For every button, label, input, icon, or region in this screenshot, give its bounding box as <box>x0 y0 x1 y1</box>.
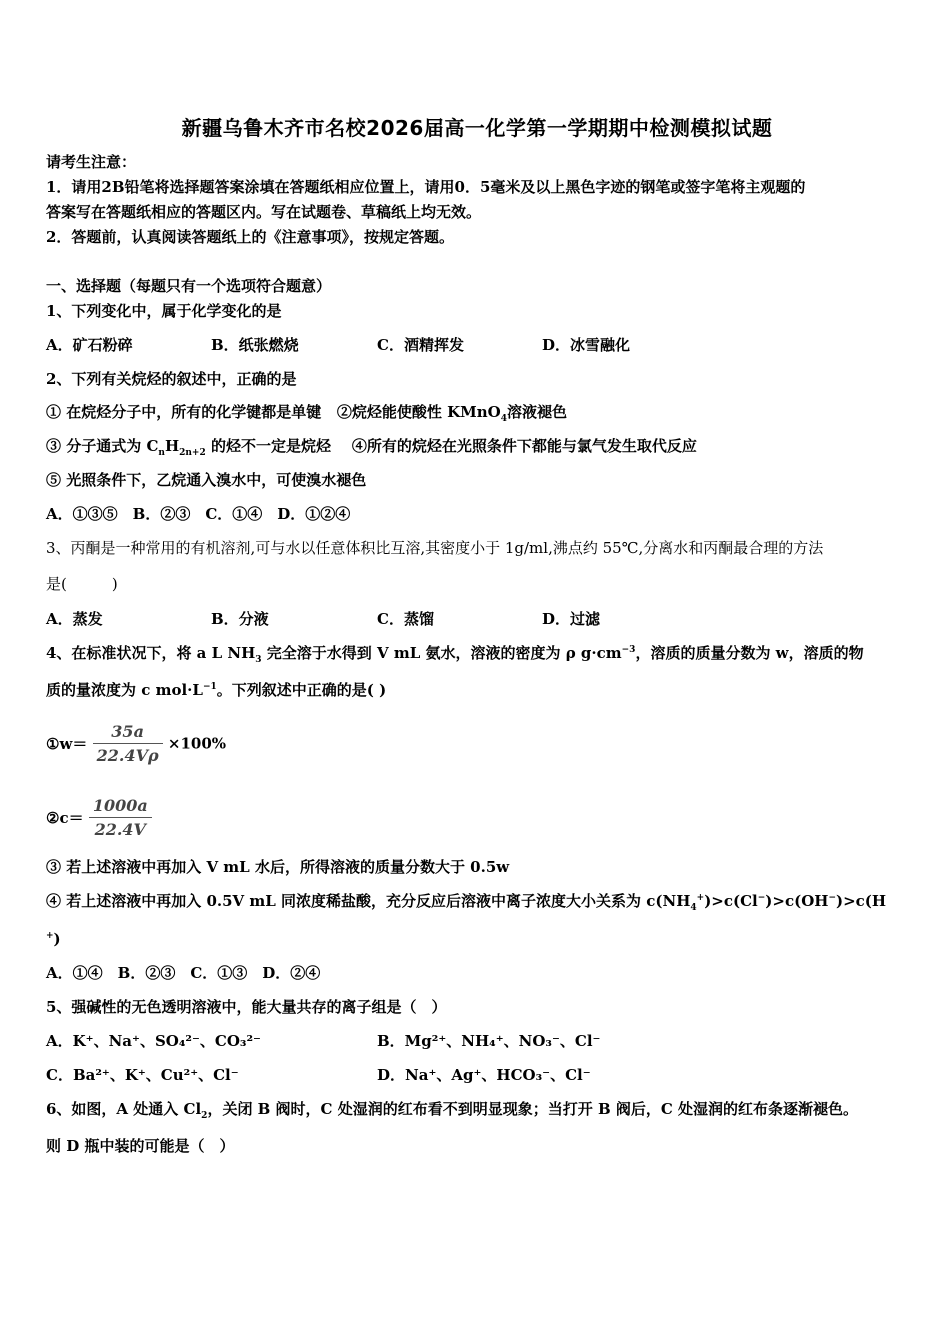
q1-option-a: A．矿石粉碎 <box>46 336 133 354</box>
q6-stem-a1: 6、如图，A 处通入 Cl <box>46 1100 202 1118</box>
q4-stem-b1: 质的量浓度为 c mol·L <box>46 681 203 699</box>
q4-f1-fraction <box>93 722 163 765</box>
q4-s4a-sub: 4 <box>690 903 697 913</box>
q2-s3-sub1: n <box>158 448 165 458</box>
q2-s2b: 溶液褪色 <box>507 403 568 421</box>
q4-s4a <box>46 892 887 913</box>
q4-f2-label: ②c＝ <box>46 809 84 827</box>
q2-s3b: H <box>164 437 180 455</box>
q4-s4a-sup: + <box>696 893 705 903</box>
q2-s2-sub: 4 <box>500 414 508 424</box>
q4-s4a3: )>c(OH <box>765 892 829 910</box>
q3-stem-b: 是( ) <box>46 575 118 593</box>
q4-s4a2: )>c(Cl <box>704 892 758 910</box>
q4-s4b <box>46 930 61 948</box>
q6-stem-b: 则 D 瓶中装的可能是（ ） <box>46 1137 235 1155</box>
q2-s1: ① 在烷烃分子中，所有的化学键都是单键 <box>46 403 322 421</box>
notice-item-1b: 答案写在答题纸相应的答题区内。写在试题卷、草稿纸上均无效。 <box>46 203 482 221</box>
q4-stem-a <box>46 644 864 665</box>
q3-option-d: D．过滤 <box>542 610 601 628</box>
q5-option-a: A．K⁺、Na⁺、SO₄²⁻、CO₃²⁻ <box>46 1032 261 1050</box>
q5-option-d: D．Na⁺、Ag⁺、HCO₃⁻、Cl⁻ <box>377 1066 591 1084</box>
q2-s3a: ③ 分子通式为 C <box>46 437 159 455</box>
q4-s4b-sup: + <box>46 931 54 941</box>
q4-s3: ③ 若上述溶液中再加入 V mL 水后，所得溶液的质量分数大于 0.5w <box>46 858 510 876</box>
q4-f2-fraction <box>89 796 152 839</box>
q1-stem: 1、下列变化中，属于化学变化的是 <box>46 302 282 320</box>
notice-item-1a: 1．请用2B铅笔将选择题答案涂填在答题纸相应位置上，请用0．5毫米及以上黑色字迹的钢笔或签字笔将主观题的 <box>46 178 806 196</box>
q6-stem-a <box>46 1100 859 1121</box>
q2-stem: 2、下列有关烷烃的叙述中，正确的是 <box>46 370 297 388</box>
q4-s4a4: )>c(H <box>835 892 887 910</box>
q4-f1-suffix: ×100% <box>167 734 227 753</box>
q4-s4a-sup2: − <box>757 893 766 903</box>
q4-stem-b-sup: −1 <box>202 682 217 692</box>
q4-s4a1: ④ 若上述溶液中再加入 0.5V mL 同浓度稀盐酸，充分反应后溶液中离子浓度大小关系为 c(NH <box>46 892 691 910</box>
q4-stem-b <box>46 681 386 699</box>
notice-heading: 请考生注意： <box>46 153 137 171</box>
q3-option-c: C．蒸馏 <box>377 610 434 628</box>
q4-options: A．①④ B．②③ C．①③ D．②④ <box>46 964 321 982</box>
q4-formula-1 <box>46 722 226 765</box>
q4-s4b-text: ) <box>53 930 61 948</box>
q4-formula-2 <box>46 796 152 839</box>
q4-stem-a1: 4、在标准状况下，将 a L NH <box>46 644 256 662</box>
q2-options: A．①③⑤ B．②③ C．①④ D．①②④ <box>46 505 351 523</box>
notice-item-2: 2．答题前，认真阅读答题纸上的《注意事项》，按规定答题。 <box>46 228 454 246</box>
q4-stem-a-sup: −3 <box>621 645 636 655</box>
q4-f1-label: ①w＝ <box>46 735 88 753</box>
q5-option-b: B．Mg²⁺、NH₄⁺、NO₃⁻、Cl⁻ <box>377 1032 601 1050</box>
q2-s3-sub2: 2n+2 <box>179 448 206 458</box>
q3-stem-a: 3、丙酮是一种常用的有机溶剂,可与水以任意体积比互溶,其密度小于 1g/ml,沸点约 55℃,分离水和丙酮最合理的方法 <box>46 539 824 557</box>
q4-f1-denominator: 22.4Vρ <box>93 743 163 765</box>
q1-option-c: C．酒精挥发 <box>377 336 464 354</box>
q2-s2a: ②烷烃能使酸性 KMnO <box>336 403 501 421</box>
page-title: 新疆乌鲁木齐市名校2026届高一化学第一学期期中检测模拟试题 <box>181 116 773 140</box>
q4-s4a-sup3: − <box>828 893 836 903</box>
q5-option-c: C．Ba²⁺、K⁺、Cu²⁺、Cl⁻ <box>46 1066 239 1084</box>
q2-statements-1-2 <box>46 403 568 424</box>
q3-option-a: A．蒸发 <box>46 610 103 628</box>
q1-option-b: B．纸张燃烧 <box>211 336 299 354</box>
q2-s5: ⑤ 光照条件下，乙烷通入溴水中，可使溴水褪色 <box>46 471 367 489</box>
q4-stem-a-sub: 3 <box>255 655 262 665</box>
q4-stem-a3: ，溶质的质量分数为 w，溶质的物 <box>635 644 864 662</box>
q4-f1-numerator: 35a <box>111 722 144 741</box>
q6-stem-a-sub: 2 <box>201 1111 208 1121</box>
q4-stem-a2: 完全溶于水得到 V mL 氨水，溶液的密度为 ρ g·cm <box>261 644 622 662</box>
q5-stem: 5、强碱性的无色透明溶液中，能大量共存的离子组是（ ） <box>46 998 447 1016</box>
q3-option-b: B．分液 <box>211 610 269 628</box>
q6-stem-a2: ，关闭 B 阀时，C 处湿润的红布看不到明显现象；当打开 B 阀后，C 处湿润的红布条逐渐褪色。 <box>207 1100 859 1118</box>
q4-stem-b2: 。下列叙述中正确的是( ) <box>216 681 387 699</box>
q2-s3c: 的烃不一定是烷烃 <box>205 437 331 455</box>
q1-option-d: D．冰雪融化 <box>542 336 631 354</box>
q4-f2-denominator: 22.4V <box>89 817 152 839</box>
section-heading: 一、选择题（每题只有一个选项符合题意） <box>46 277 332 295</box>
q2-s4: ④所有的烷烃在光照条件下都能与氯气发生取代反应 <box>351 437 697 455</box>
q2-statements-3-4 <box>46 437 697 458</box>
q4-f2-numerator: 1000a <box>92 796 148 815</box>
